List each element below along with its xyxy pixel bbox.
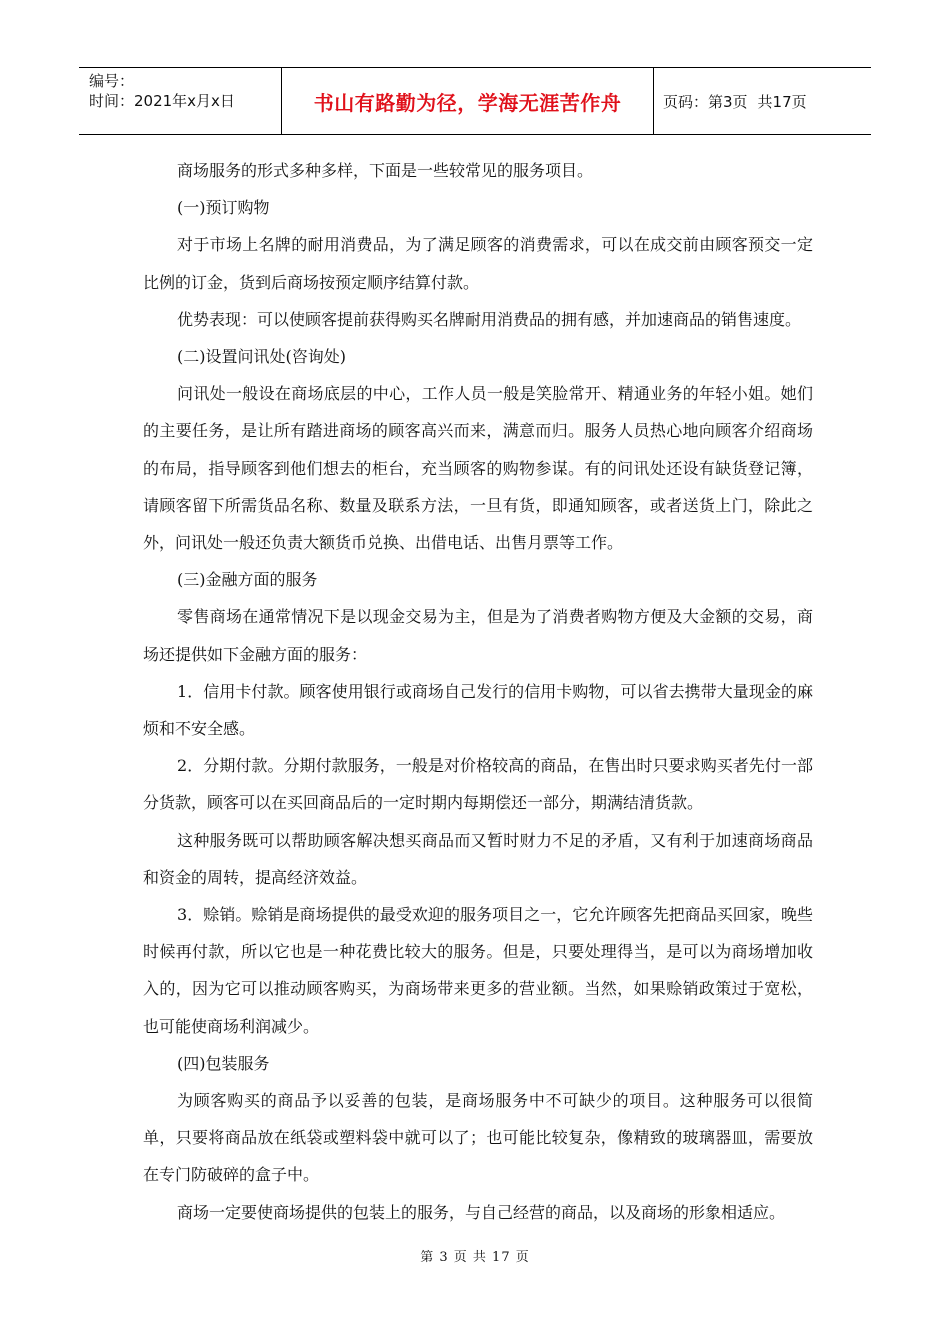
header-motto: 书山有路勤为径，学海无涯苦作舟 [282,68,654,134]
list-item-credit-card: 1．信用卡付款。顾客使用银行或商场自己发行的信用卡购物，可以省去携带大量现金的麻烦和不安全感。 [143,681,813,739]
document-header [79,67,871,135]
body-paragraph: 零售商场在通常情况下是以现金交易为主，但是为了消费者购物方便及大金额的交易，商场还提供如下金融方面的服务： [143,607,813,664]
header-page-cell [654,68,871,134]
header-meta-cell [79,68,282,134]
section-heading-packaging: (四)包装服务 [177,1053,270,1073]
list-item-credit-sales: 3．赊销。赊销是商场提供的最受欢迎的服务项目之一，它允许顾客先把商品买回家，晚些时候再付款，所以它也是一种花费比较大的服务。但是，只要处理得当，是可以为商场增加收入的，因为它可以推动顾客购买，为商场带来更多的营业额。当然，如果赊销政策过于宽松，也可能使商场利润减少。 [143,905,813,1036]
section-heading-preorder: (一)预订购物 [177,198,270,218]
body-paragraph: 优势表现：可以使顾客提前获得购买名牌耐用消费品的拥有感，并加速商品的销售速度。 [177,309,802,329]
body-paragraph: 为顾客购买的商品予以妥善的包装，是商场服务中不可缺少的项目。这种服务可以很简单，只要将商品放在纸袋或塑料袋中就可以了；也可能比较复杂，像精致的玻璃器皿，需要放在专门防破碎的盒子中。 [143,1091,813,1185]
section-heading-inquiry: (二)设置问讯处(咨询处) [177,347,346,367]
header-page-number: 页码：第3页 [663,92,748,111]
body-paragraph: 问讯处一般设在商场底层的中心，工作人员一般是笑脸常开、精通业务的年轻小姐。她们的主要任务，是让所有踏进商场的顾客高兴而来，满意而归。服务人员热心地向顾客介绍商场的布局，指导顾客到他们想去的柜台，充当顾客的购物参谋。有的问讯处还设有缺货登记簿，请顾客留下所需货品名称、数量及联系方法，一旦有货，即通知顾客，或者送货上门，除此之外，问讯处一般还负责大额货币兑换、出借电话、出售月票等工作。 [143,384,813,553]
body-paragraph: 对于市场上名牌的耐用消费品，为了满足顾客的消费需求，可以在成交前由顾客预交一定比例的订金，货到后商场按预定顺序结算付款。 [143,235,813,292]
page-footer: 第 3 页 共 17 页 [420,1250,530,1265]
list-item-installment: 2．分期付款。分期付款服务，一般是对价格较高的商品，在售出时只要求购买者先付一部分货款，顾客可以在买回商品后的一定时期内每期偿还一部分，期满结清货款。 [143,756,813,813]
body-paragraph: 商场一定要使商场提供的包装上的服务，与自己经营的商品，以及商场的形象相适应。 [177,1202,786,1222]
document-body [143,152,813,1231]
section-heading-finance: (三)金融方面的服务 [177,570,318,590]
header-page-total: 共17页 [757,92,807,111]
document-date-label: 时间：2021年x月x日 [89,92,235,110]
intro-paragraph: 商场服务的形式多种多样，下面是一些较常见的服务项目。 [177,161,594,180]
body-paragraph: 这种服务既可以帮助顾客解决想买商品而又暂时财力不足的矛盾，又有利于加速商场商品和资金的周转，提高经济效益。 [143,830,813,887]
document-number-label: 编号： [89,72,135,90]
